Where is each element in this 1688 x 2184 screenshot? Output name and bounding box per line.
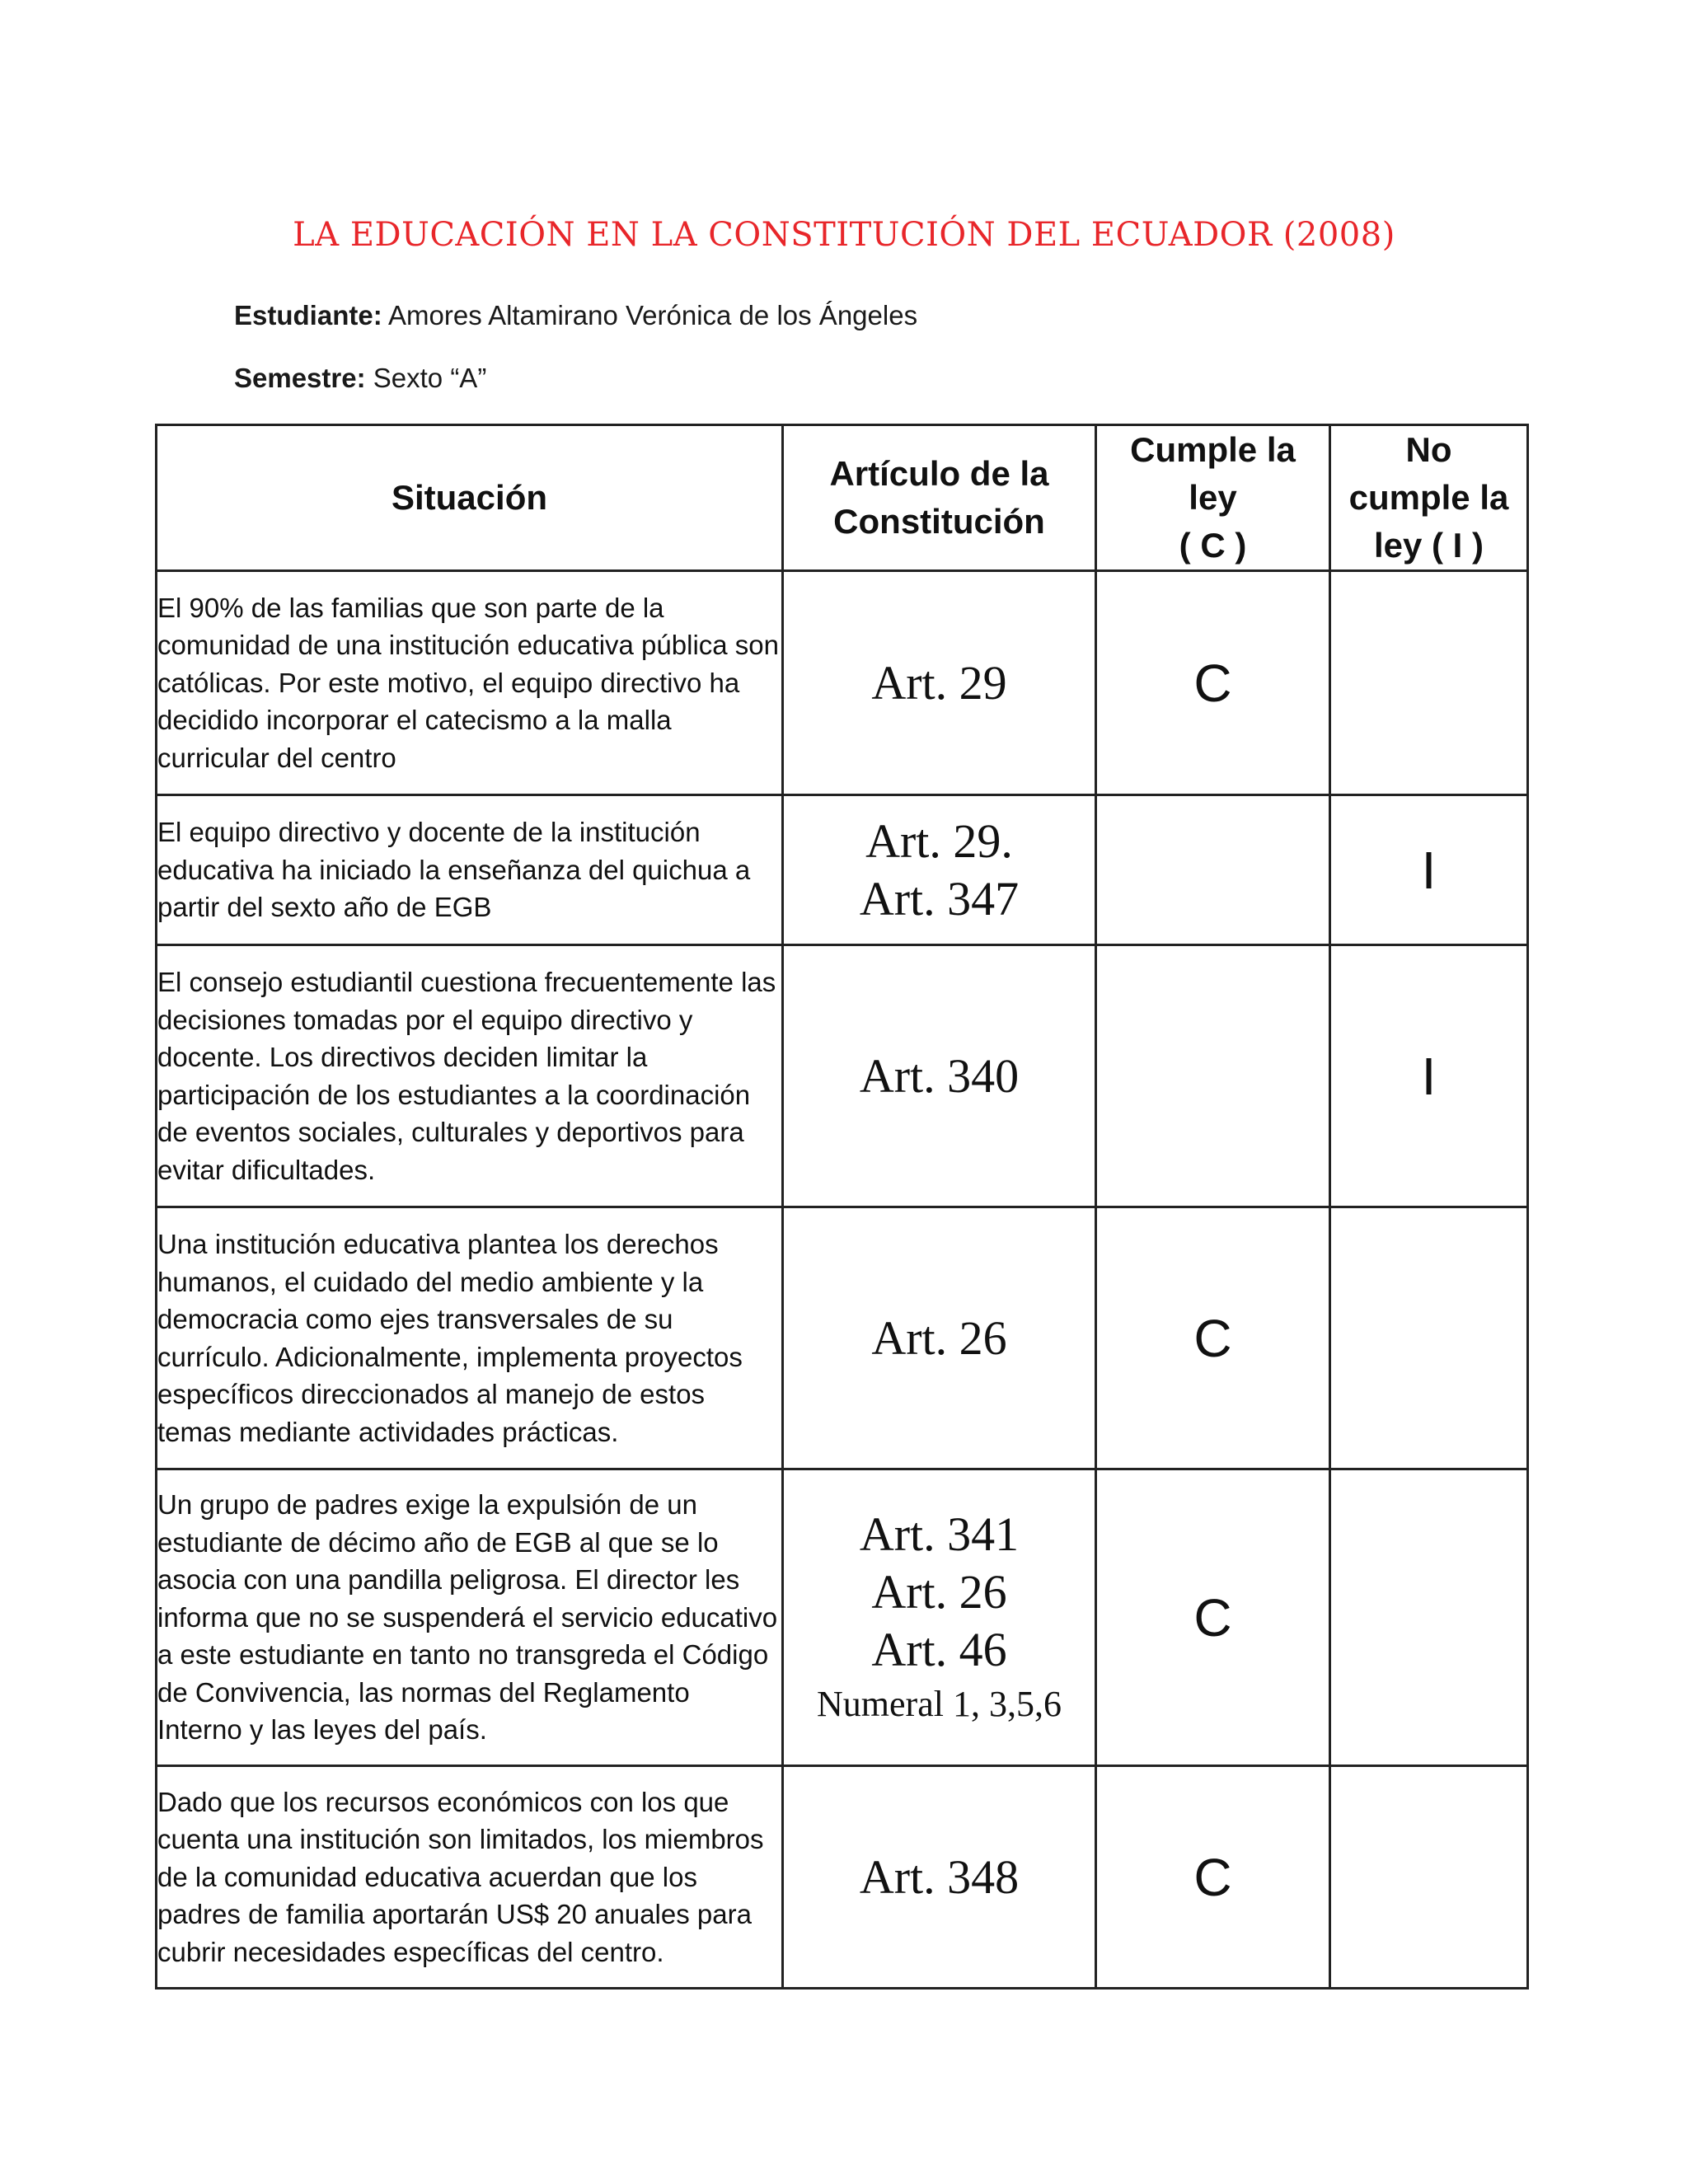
header-no-cumple-line: ley ( I ) — [1373, 526, 1484, 565]
student-label: Estudiante: — [234, 300, 382, 330]
header-articulo-line: Artículo de la — [829, 454, 1049, 493]
header-cumple-line: ley — [1189, 478, 1237, 517]
cumple-cell: C — [1096, 1766, 1330, 1989]
situacion-cell: El consejo estudiantil cuestiona frecuentemente las decisiones tomadas por el equipo directivo y docente. Los directivos deciden limitar la participación de los estudiantes a la coordinación de eventos sociales, culturales y deportivos para evitar dificultades. — [157, 945, 783, 1207]
articulo-line: Art. 46 — [871, 1622, 1007, 1676]
no-cumple-cell — [1330, 571, 1528, 795]
articulo-line: Art. 340 — [859, 1048, 1020, 1103]
articulo-line: Art. 348 — [859, 1849, 1020, 1904]
header-articulo — [783, 425, 1096, 571]
articulo-line: Art. 26 — [871, 1564, 1007, 1619]
table-row — [157, 1469, 1528, 1766]
header-cumple-line: Cumple la — [1130, 430, 1296, 469]
header-no-cumple-line: cumple la — [1348, 478, 1509, 517]
table-row — [157, 945, 1528, 1207]
articulo-cell — [783, 571, 1096, 795]
cumple-cell: C — [1096, 571, 1330, 795]
table-row — [157, 795, 1528, 945]
situacion-cell: Un grupo de padres exige la expulsión de un estudiante de décimo año de EGB al que se lo asocia con una pandilla peligrosa. El director les informa que no se suspenderá el servicio educativo a este estudiante en tanto no transgreda el Código de Convivencia, las normas del Reglamento Interno y las leyes del país. — [157, 1469, 783, 1766]
student-line — [234, 300, 917, 331]
cumple-cell — [1096, 945, 1330, 1207]
semester-value: Sexto “A” — [373, 363, 487, 393]
articulo-cell — [783, 945, 1096, 1207]
situacion-cell: El equipo directivo y docente de la institución educativa ha iniciado la enseñanza del quichua a partir del sexto año de EGB — [157, 795, 783, 945]
articulo-line: Art. 29 — [871, 655, 1007, 710]
student-name: Amores Altamirano Verónica de los Ángeles — [388, 300, 918, 330]
articulo-line: Art. 26 — [871, 1310, 1007, 1365]
cumple-cell: C — [1096, 1207, 1330, 1469]
constitution-table — [155, 424, 1529, 1990]
articulo-line: Art. 341 — [859, 1507, 1020, 1561]
header-cumple-line: ( C ) — [1179, 526, 1247, 565]
table-row — [157, 1766, 1528, 1989]
situacion-cell: El 90% de las familias que son parte de la comunidad de una institución educativa pública son católicas. Por este motivo, el equipo directivo ha decidido incorporar el catecismo a la malla curricular del centro — [157, 571, 783, 795]
table-header-row — [157, 425, 1528, 571]
header-situacion-label: Situación — [391, 478, 548, 517]
table-row — [157, 1207, 1528, 1469]
document-title: LA EDUCACIÓN EN LA CONSTITUCIÓN DEL ECUADOR (2008) — [293, 216, 1395, 254]
header-situacion — [157, 425, 783, 571]
situacion-cell: Dado que los recursos económicos con los que cuenta una institución son limitados, los miembros de la comunidad educativa acuerdan que los padres de familia aportarán US$ 20 anuales para cubrir necesidades específicas del centro. — [157, 1766, 783, 1989]
header-cumple — [1096, 425, 1330, 571]
no-cumple-cell: I — [1330, 795, 1528, 945]
semester-line — [234, 363, 486, 394]
situacion-cell: Una institución educativa plantea los derechos humanos, el cuidado del medio ambiente y la democracia como ejes transversales de su currículo. Adicionalmente, implementa proyectos específicos direccionados al manejo de estos temas mediante actividades prácticas. — [157, 1207, 783, 1469]
articulo-numeral: Numeral 1, 3,5,6 — [817, 1683, 1062, 1724]
header-no-cumple — [1330, 425, 1528, 571]
articulo-cell — [783, 795, 1096, 945]
table-row — [157, 571, 1528, 795]
articulo-cell — [783, 1766, 1096, 1989]
articulo-cell — [783, 1469, 1096, 1766]
articulo-line: Art. 29. — [865, 813, 1013, 868]
semester-label: Semestre: — [234, 363, 366, 393]
articulo-line: Art. 347 — [859, 871, 1020, 926]
cumple-cell — [1096, 795, 1330, 945]
no-cumple-cell — [1330, 1766, 1528, 1989]
no-cumple-cell — [1330, 1207, 1528, 1469]
header-no-cumple-line: No — [1405, 430, 1452, 469]
no-cumple-cell — [1330, 1469, 1528, 1766]
header-articulo-line: Constitución — [833, 502, 1045, 541]
articulo-cell — [783, 1207, 1096, 1469]
cumple-cell: C — [1096, 1469, 1330, 1766]
no-cumple-cell: I — [1330, 945, 1528, 1207]
